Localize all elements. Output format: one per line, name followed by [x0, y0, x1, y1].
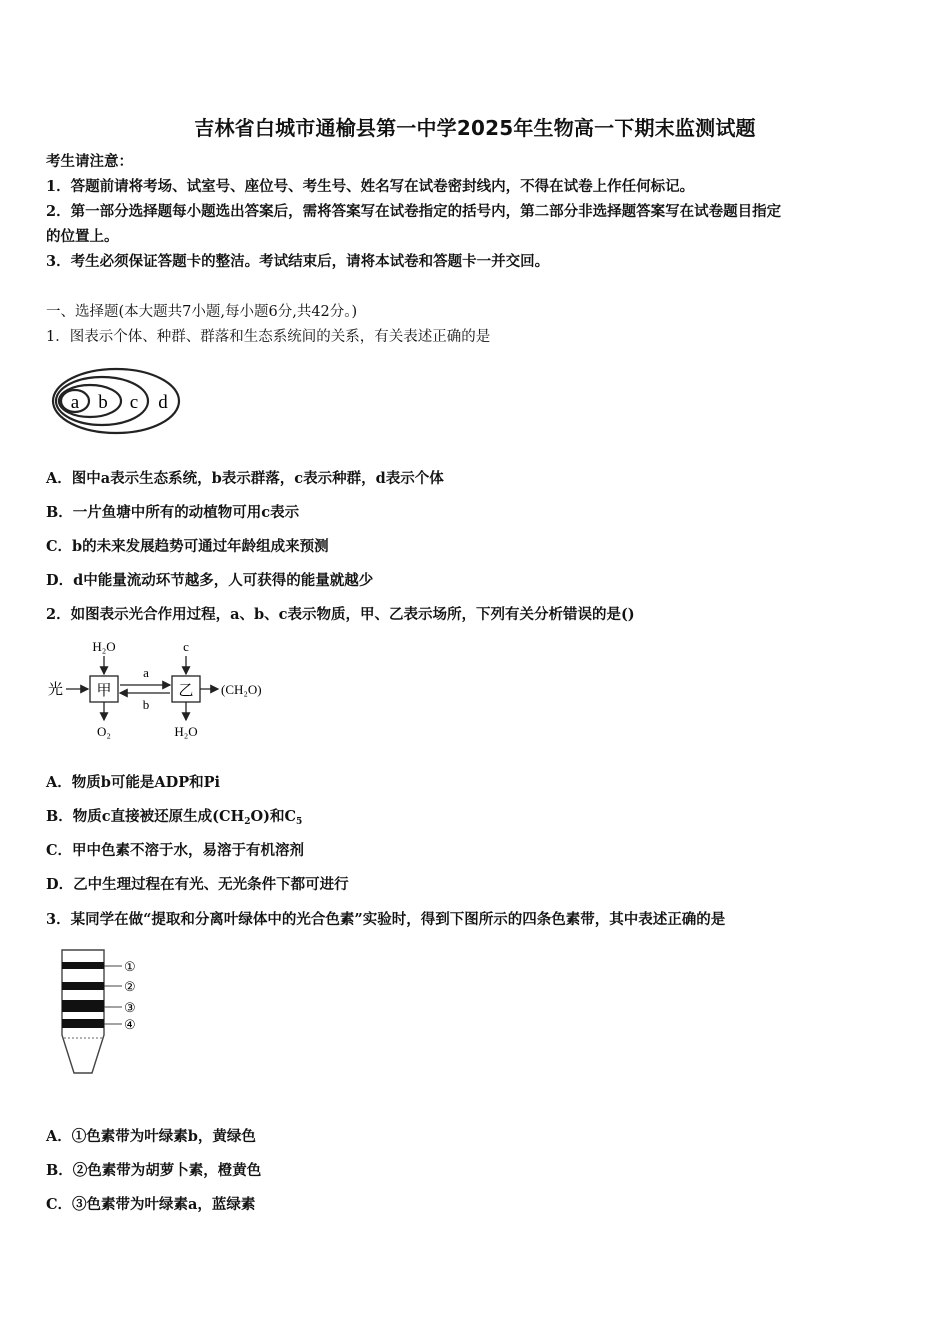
- q2-option-b-mid: O)和C: [250, 808, 296, 825]
- notice-item-2: 2．第一部分选择题每小题选出答案后，需将答案写在试卷指定的括号内，第二部分非选择题答案写在试卷题目指定: [46, 203, 782, 220]
- q1-nested-ellipse-figure: [50, 362, 182, 436]
- q2-option-b-sub2: 5: [296, 817, 303, 827]
- q1-option-d: D．d中能量流动环节越多，人可获得的能量就越少: [46, 572, 374, 589]
- q2-stem: 2．如图表示光合作用过程，a、b、c表示物质，甲、乙表示场所，下列有关分析错误的是(): [46, 606, 635, 623]
- arrow-b-label: b: [142, 697, 150, 712]
- label-b: b: [98, 392, 108, 413]
- q2-option-b: [46, 807, 302, 832]
- q2-option-b-sub1: 2: [244, 817, 251, 827]
- q3-stem: 3．某同学在做“提取和分离叶绿体中的光合色素”实验时，得到下图所示的四条色素带，其中表述正确的是: [46, 911, 726, 928]
- q1-option-c: C．b的未来发展趋势可通过年龄组成来预测: [46, 538, 329, 555]
- q1-option-b: B．一片鱼塘中所有的动植物可用c表示: [46, 504, 300, 521]
- pigment-band-4: [62, 1019, 104, 1028]
- q3-chromatography-figure: [56, 945, 156, 1080]
- h2o-bottom-label: H₂O: [174, 724, 198, 739]
- c-label: c: [183, 639, 189, 654]
- q3-option-b: B．②色素带为胡萝卜素，橙黄色: [46, 1162, 262, 1179]
- band-label-1: ①: [124, 959, 136, 974]
- q2-option-b-prefix: B．物质c直接被还原生成(CH: [46, 808, 245, 825]
- band-label-2: ②: [124, 979, 136, 994]
- label-c: c: [129, 392, 139, 413]
- pigment-band-1: [62, 962, 104, 969]
- pigment-band-2: [62, 982, 104, 990]
- label-a: a: [70, 392, 80, 413]
- q2-option-c: C．甲中色素不溶于水，易溶于有机溶剂: [46, 842, 305, 859]
- light-label: 光: [48, 682, 64, 698]
- q3-option-c: C．③色素带为叶绿素a，蓝绿素: [46, 1196, 256, 1213]
- band-label-4: ④: [124, 1017, 136, 1032]
- arrow-a-label: a: [143, 665, 149, 680]
- q2-option-d: D．乙中生理过程在有光、无光条件下都可进行: [46, 876, 349, 893]
- box-jia-label: 甲: [96, 683, 112, 699]
- o2-label: O₂: [97, 724, 111, 739]
- notice-item-1: 1．答题前请将考场、试室号、座位号、考生号、姓名写在试卷密封线内，不得在试卷上作任何标记。: [46, 178, 695, 195]
- page-title: 吉林省白城市通榆县第一中学2025年生物高一下期末监测试题: [194, 116, 756, 140]
- notice-heading: 考生请注意：: [46, 153, 133, 170]
- q2-option-a: A．物质b可能是ADP和Pi: [46, 774, 221, 791]
- notice-item-2-cont: 的位置上。: [46, 228, 119, 245]
- notice-item-3: 3．考生必须保证答题卡的整洁。考试结束后，请将本试卷和答题卡一并交回。: [46, 253, 550, 270]
- q3-option-a: A．①色素带为叶绿素b，黄绿色: [46, 1128, 256, 1145]
- q1-option-a: A．图中a表示生态系统，b表示群落，c表示种群，d表示个体: [46, 470, 444, 487]
- label-d: d: [158, 392, 168, 413]
- q2-photosynthesis-diagram: [46, 634, 286, 746]
- q1-stem: 1．图表示个体、种群、群落和生态系统间的关系，有关表述正确的是: [46, 329, 491, 345]
- pigment-band-3: [62, 1000, 104, 1012]
- box-yi-label: 乙: [178, 683, 194, 699]
- h2o-top-label: H₂O: [92, 639, 116, 654]
- section-heading: 一、选择题(本大题共7小题,每小题6分,共42分。): [46, 304, 358, 320]
- band-label-3: ③: [124, 1000, 136, 1015]
- ch2o-label: (CH₂O): [221, 682, 262, 697]
